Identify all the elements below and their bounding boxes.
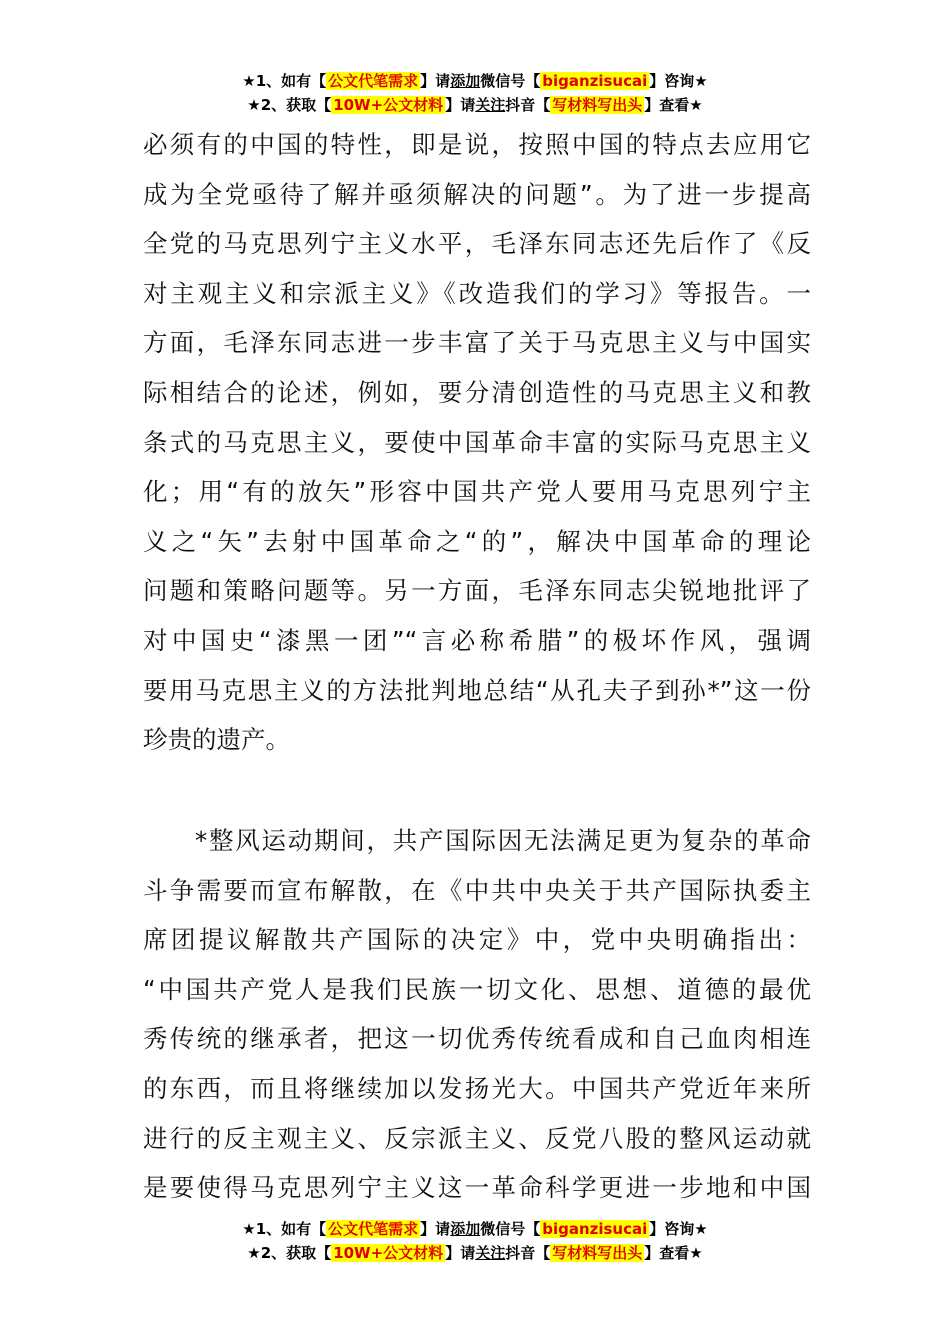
banner-highlight: 写材料写出头	[552, 1244, 643, 1262]
banner-line-2	[0, 1242, 950, 1266]
banner-line-1	[0, 1218, 950, 1242]
banner-text: ★1、如有【	[242, 1220, 327, 1238]
text-line: 的东西，而且将继续加以发扬光大。中国共产党近年来所	[143, 1073, 811, 1103]
text-line: 珍贵的遗产。	[143, 725, 290, 755]
banner-text: 抖音【	[505, 1244, 551, 1262]
banner-highlight: biganzisucai	[542, 1220, 648, 1238]
banner-text: ★1、如有【	[242, 72, 327, 90]
text-line: 要用马克思主义的方法批判地总结“从孔夫子到孙*”这一份	[143, 675, 811, 705]
text-line: 必须有的中国的特性，即是说，按照中国的特点去应用它	[143, 130, 811, 159]
banner-text: 抖音【	[505, 96, 551, 114]
banner-highlight: 10W+公文材料	[333, 1244, 444, 1262]
text-line: 方面，毛泽东同志进一步丰富了关于马克思主义与中国实	[143, 328, 811, 358]
banner-line-1	[0, 70, 950, 94]
banner-text: 】请	[420, 72, 451, 90]
banner-text: ★2、获取【	[247, 1244, 332, 1262]
text-line: 义之“矢”去射中国革命之“的”，解决中国革命的理论	[143, 526, 811, 556]
banner-highlight: 公文代笔需求	[328, 1220, 419, 1238]
text-line: 斗争需要而宣布解散，在《中共中央关于共产国际执委主	[143, 875, 811, 905]
text-line: 是要使得马克思列宁主义这一革命科学更进一步地和中国	[143, 1173, 811, 1203]
banner-text: 】请	[445, 1244, 476, 1262]
text-line: 成为全党亟待了解并亟须解决的问题”。为了进一步提高	[143, 179, 811, 209]
text-line: “中国共产党人是我们民族一切文化、思想、道德的最优	[143, 974, 811, 1004]
banner-text: 】请	[445, 96, 476, 114]
text-line: 对中国史“漆黑一团”“言必称希腊”的极坏作风，强调	[143, 625, 811, 655]
banner-underlined-text: 关注	[475, 1244, 506, 1262]
text-line: 进行的反主观主义、反宗派主义、反党八股的整风运动就	[143, 1123, 811, 1153]
text-line: 问题和策略问题等。另一方面，毛泽东同志尖锐地批评了	[143, 576, 811, 606]
text-line: 秀传统的继承者，把这一切优秀传统看成和自己血肉相连	[143, 1024, 811, 1054]
banner-underlined-text: 添加	[450, 1220, 481, 1238]
banner-highlight: biganzisucai	[542, 72, 648, 90]
banner-text: 】咨询★	[649, 72, 708, 90]
banner-text: 】咨询★	[649, 1220, 708, 1238]
banner-text: 】查看★	[644, 96, 703, 114]
banner-underlined-text: 关注	[475, 96, 506, 114]
banner-text: 微信号【	[480, 1220, 541, 1238]
banner-highlight: 公文代笔需求	[328, 72, 419, 90]
banner-line-2	[0, 94, 950, 118]
paragraph-2	[143, 816, 811, 1213]
text-line: 对主观主义和宗派主义》《改造我们的学习》等报告。一	[143, 278, 811, 308]
header-banner	[0, 70, 950, 118]
banner-text: 】查看★	[644, 1244, 703, 1262]
banner-highlight: 10W+公文材料	[333, 96, 444, 114]
footer-banner	[0, 1218, 950, 1266]
paragraph-1	[143, 120, 811, 765]
text-line: 席团提议解散共产国际的决定》中，党中央明确指出：	[143, 925, 811, 955]
text-line: 化；用“有的放矢”形容中国共产党人要用马克思列宁主	[143, 477, 811, 507]
text-line: 全党的马克思列宁主义水平，毛泽东同志还先后作了《反	[143, 229, 811, 259]
banner-highlight: 写材料写出头	[552, 96, 643, 114]
banner-underlined-text: 添加	[450, 72, 481, 90]
text-line: 条式的马克思主义，要使中国革命丰富的实际马克思主义	[143, 427, 811, 457]
text-line: *整风运动期间，共产国际因无法满足更为复杂的革命	[195, 826, 811, 855]
banner-text: 】请	[420, 1220, 451, 1238]
banner-text: ★2、获取【	[247, 96, 332, 114]
banner-text: 微信号【	[480, 72, 541, 90]
text-line: 际相结合的论述，例如，要分清创造性的马克思主义和教	[143, 377, 811, 407]
